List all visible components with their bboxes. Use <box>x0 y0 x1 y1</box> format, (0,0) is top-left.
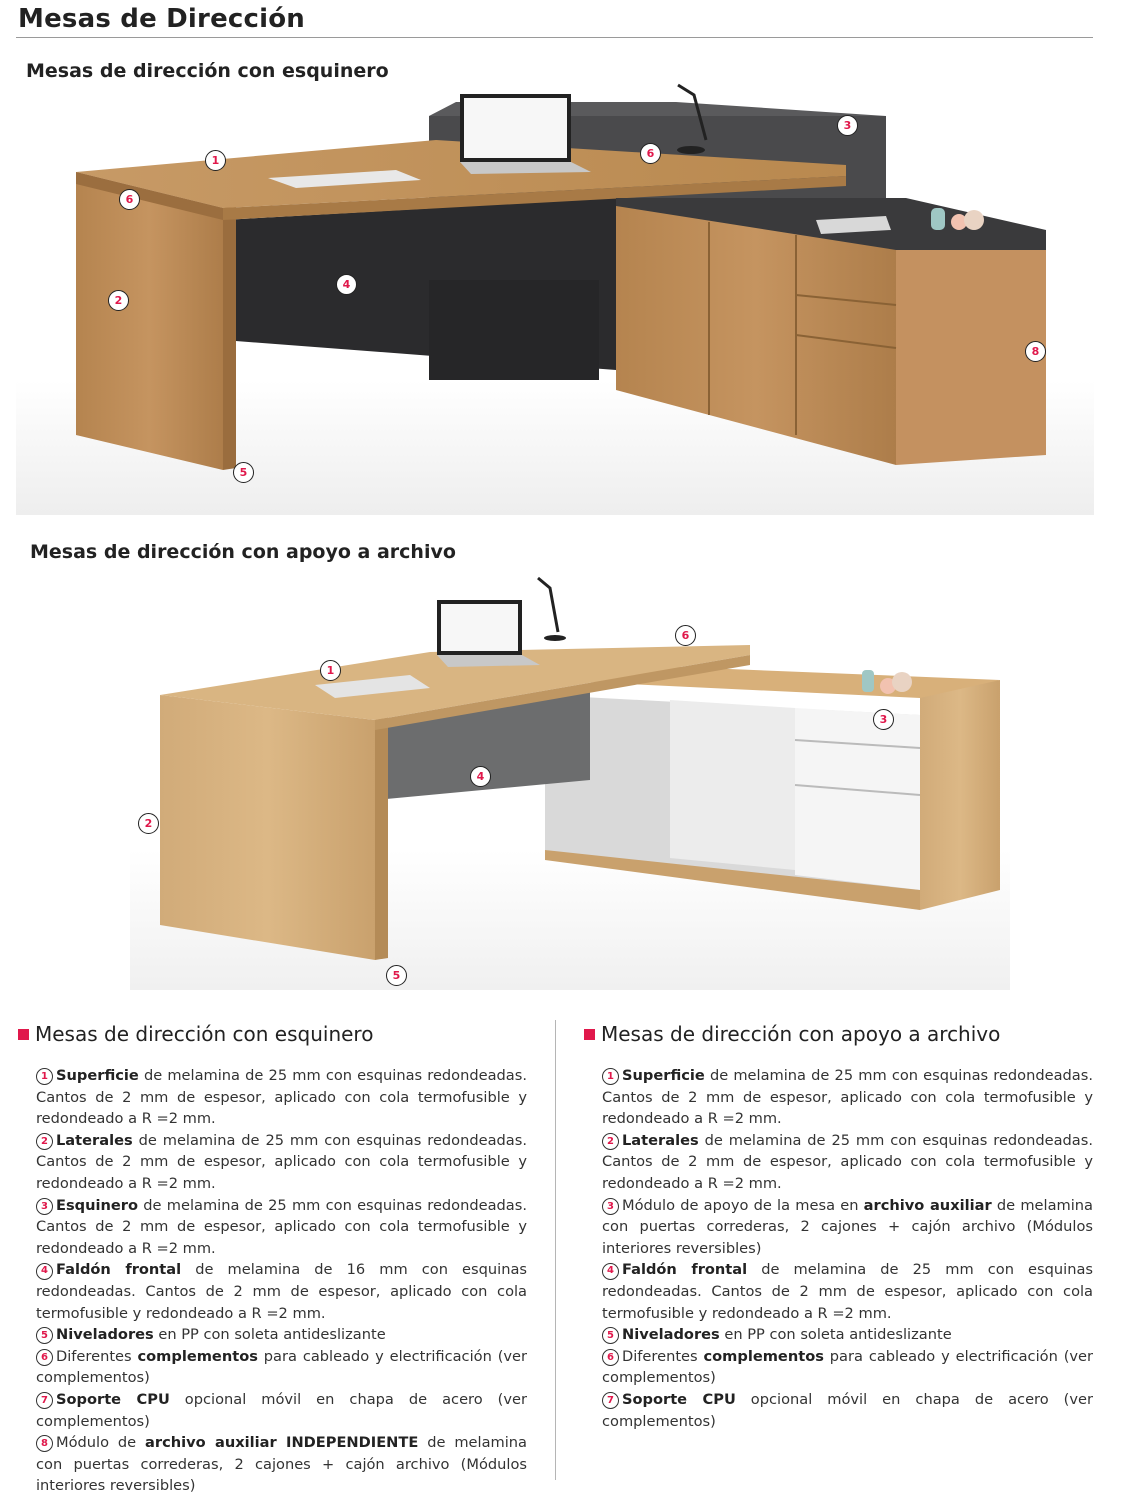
number-badge: 2 <box>602 1133 619 1150</box>
spec-item <box>602 1195 1093 1260</box>
red-square-icon <box>18 1029 29 1040</box>
page-title: Mesas de Dirección <box>18 4 306 34</box>
spec-text-bold: Faldón frontal <box>56 1261 182 1279</box>
spec-text-bold: complementos <box>137 1347 258 1365</box>
number-badge: 6 <box>602 1349 619 1366</box>
spec-item <box>36 1432 527 1497</box>
spec-item <box>602 1065 1093 1130</box>
callout-8: 8 <box>1025 341 1046 362</box>
spec-text-post: de melamina con puertas correderas, 2 cajones + cajón archivo (Módulos interiores reversibles) <box>36 1434 527 1495</box>
callout-4: 4 <box>336 274 357 295</box>
spec-item <box>602 1130 1093 1195</box>
spec-item <box>602 1324 1093 1346</box>
left-side-panel <box>76 172 223 470</box>
callout-5: 5 <box>386 965 407 986</box>
column2-heading <box>584 1022 1000 1046</box>
spec-item <box>36 1259 527 1324</box>
callout-1: 1 <box>205 150 226 171</box>
number-badge: 1 <box>602 1068 619 1085</box>
column2-heading-text: Mesas de dirección con apoyo a archivo <box>601 1022 1001 1046</box>
spec-text-post: opcional móvil en chapa de acero (ver complementos) <box>602 1390 1093 1430</box>
callout-2: 2 <box>138 813 159 834</box>
section2-heading: Mesas de dirección con apoyo a archivo <box>30 541 456 563</box>
spec-item <box>36 1389 527 1432</box>
left-side-panel <box>160 695 375 960</box>
number-badge: 6 <box>36 1349 53 1366</box>
spec-text-bold: Laterales <box>622 1131 699 1149</box>
red-square-icon <box>584 1029 595 1040</box>
column1-heading <box>18 1022 373 1046</box>
number-badge: 4 <box>602 1263 619 1280</box>
spec-text-pre: Diferentes <box>622 1347 704 1365</box>
spec-item <box>36 1324 527 1346</box>
spec-text-bold: Laterales <box>56 1131 133 1149</box>
spec-text-post: en PP con soleta antideslizante <box>153 1326 386 1344</box>
spec-text-post: de melamina con puertas correderas, 2 cajones + cajón archivo (Módulos interiores reversibles) <box>602 1196 1093 1257</box>
spec-text-post: de melamina de 25 mm con esquinas redondeadas. Cantos de 2 mm de espesor, aplicado con cola termofusible y redondeado a R =2 mm. <box>36 1196 527 1257</box>
desk-with-file-support-figure <box>130 570 1010 990</box>
spec-text-post: de melamina de 25 mm con esquinas redondeadas. Cantos de 2 mm de espesor, aplicado con cola termofusible y redondeado a R =2 mm. <box>36 1067 527 1128</box>
spec-text-bold: archivo auxiliar INDEPENDIENTE <box>145 1434 419 1452</box>
column2-spec-list <box>602 1065 1093 1432</box>
spec-text-post: para cableado y electrificación (ver complementos) <box>602 1347 1093 1387</box>
spec-item <box>602 1389 1093 1432</box>
spec-item <box>602 1259 1093 1324</box>
callout-4: 4 <box>470 766 491 787</box>
spec-text-post: para cableado y electrificación (ver complementos) <box>36 1347 527 1387</box>
credenza-side <box>896 250 1046 465</box>
title-divider <box>16 37 1093 38</box>
spec-text-bold: Niveladores <box>56 1326 154 1344</box>
number-badge: 5 <box>602 1327 619 1344</box>
credenza-side <box>920 680 1000 910</box>
column-divider <box>555 1020 556 1480</box>
number-badge: 3 <box>602 1198 619 1215</box>
callout-2: 2 <box>108 290 129 311</box>
spec-text-post: de melamina de 25 mm con esquinas redondeadas. Cantos de 2 mm de espesor, aplicado con cola termofusible y redondeado a R =2 mm. <box>602 1261 1093 1322</box>
spec-text-pre: Módulo de <box>56 1434 146 1452</box>
desk-with-corner-figure <box>16 80 1094 515</box>
column1-spec-list <box>36 1065 527 1497</box>
spec-text-bold: Superficie <box>622 1067 705 1084</box>
number-badge: 5 <box>36 1327 53 1344</box>
spec-text-bold: archivo auxiliar <box>863 1196 992 1214</box>
spec-item <box>602 1346 1093 1389</box>
callout-6: 6 <box>675 625 696 646</box>
callout-3: 3 <box>837 115 858 136</box>
spec-text-post: en PP con soleta antideslizante <box>719 1326 952 1344</box>
number-badge: 7 <box>36 1392 53 1409</box>
spec-item <box>36 1346 527 1389</box>
desk-with-corner-illustration <box>16 80 1094 515</box>
number-badge: 8 <box>36 1435 53 1452</box>
desk-with-file-support-illustration <box>130 570 1010 990</box>
spec-text-post: opcional móvil en chapa de acero (ver complementos) <box>36 1390 527 1430</box>
spec-text-bold: Niveladores <box>622 1326 720 1344</box>
number-badge: 7 <box>602 1392 619 1409</box>
spec-item <box>36 1065 527 1130</box>
spec-text-bold: Soporte CPU <box>56 1390 170 1408</box>
section1-heading: Mesas de dirección con esquinero <box>26 60 389 82</box>
callout-6a: 6 <box>119 189 140 210</box>
spec-text-post: de melamina de 25 mm con esquinas redondeadas. Cantos de 2 mm de espesor, aplicado con cola termofusible y redondeado a R =2 mm. <box>602 1067 1093 1128</box>
spec-text-bold: Faldón frontal <box>622 1261 748 1279</box>
spec-text-bold: Esquinero <box>56 1196 139 1214</box>
callout-5: 5 <box>233 462 254 483</box>
callout-6b: 6 <box>640 143 661 164</box>
spec-text-post: de melamina de 25 mm con esquinas redondeadas. Cantos de 2 mm de espesor, aplicado con cola termofusible y redondeado a R =2 mm. <box>602 1131 1093 1192</box>
spec-text-post: de melamina de 16 mm con esquinas redondeadas. Cantos de 2 mm de espesor, aplicado con cola termofusible y redondeado a R =2 mm. <box>36 1261 527 1322</box>
number-badge: 3 <box>36 1198 53 1215</box>
spec-text-post: de melamina de 25 mm con esquinas redondeadas. Cantos de 2 mm de espesor, aplicado con cola termofusible y redondeado a R =2 mm. <box>36 1131 527 1192</box>
number-badge: 2 <box>36 1133 53 1150</box>
spec-text-pre: Módulo de apoyo de la mesa en <box>622 1196 864 1214</box>
column1-heading-text: Mesas de dirección con esquinero <box>35 1022 374 1046</box>
callout-3: 3 <box>873 709 894 730</box>
number-badge: 1 <box>36 1068 53 1085</box>
callout-1: 1 <box>320 660 341 681</box>
spec-text-bold: Soporte CPU <box>622 1390 736 1408</box>
spec-text-pre: Diferentes <box>56 1347 138 1365</box>
spec-text-bold: complementos <box>703 1347 824 1365</box>
number-badge: 4 <box>36 1263 53 1280</box>
spec-item <box>36 1130 527 1195</box>
spec-item <box>36 1195 527 1260</box>
spec-text-bold: Superficie <box>56 1067 139 1084</box>
